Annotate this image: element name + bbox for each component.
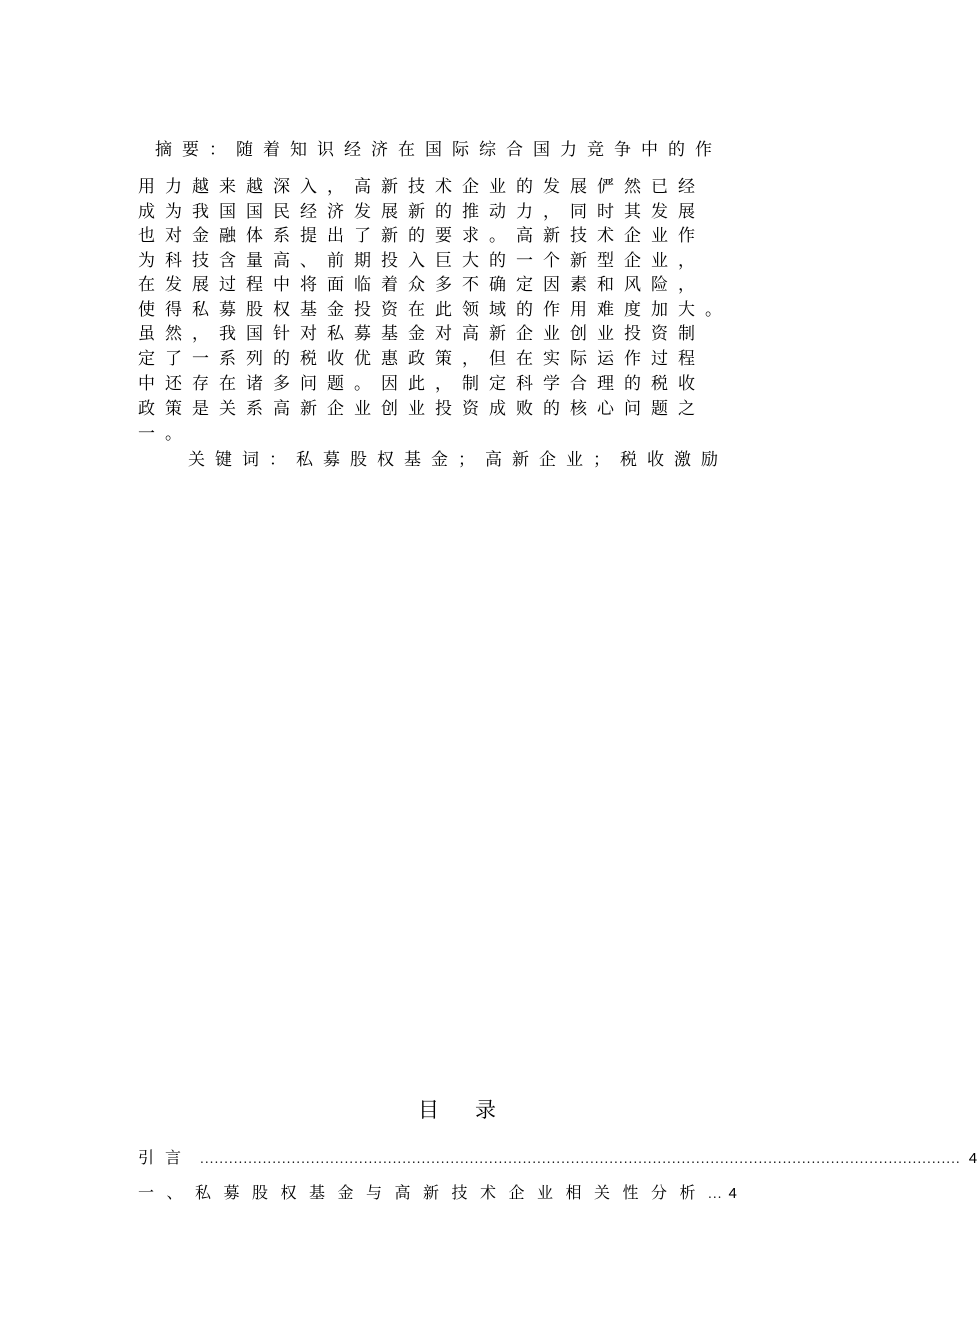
keywords-line: 关键词：私募股权基金；高新企业；税收激励 [188, 450, 728, 470]
abstract-line-2: 用力越来越深入，高新技术企业的发展俨然已经 [138, 177, 705, 197]
abstract-line-5: 为科技含量高、前期投入巨大的一个新型企业， [138, 251, 705, 271]
abstract-line-10: 中还存在诸多问题。因此，制定科学合理的税收 [138, 374, 705, 394]
toc-page-number: 4 [968, 1150, 977, 1167]
abstract-line-8: 虽然，我国针对私募基金对高新企业创业投资制 [138, 324, 705, 344]
toc-leader-dots: .............................................................................................................................................................. [200, 1152, 961, 1166]
toc-entry-label: 一、私募股权基金与高新技术企业相关性分析 [138, 1183, 709, 1202]
toc-entry-label: 引言 [138, 1148, 193, 1167]
toc-entry-intro[interactable] [138, 1147, 977, 1170]
toc-page-number: 4 [728, 1185, 737, 1202]
abstract-line-6: 在发展过程中将面临着众多不确定因素和风险， [138, 275, 705, 295]
abstract-line-7: 使得私募股权基金投资在此领域的作用难度加大。 [138, 300, 732, 320]
abstract-line-3: 成为我国国民经济发展新的推动力，同时其发展 [138, 202, 705, 222]
abstract-line-9: 定了一系列的税收优惠政策，但在实际运作过程 [138, 349, 705, 369]
toc-title: 目录 [418, 1098, 532, 1122]
abstract-line-12: 一。 [138, 424, 192, 444]
abstract-line-1: 摘要：随着知识经济在国际综合国力竞争中的作 [155, 140, 722, 160]
abstract-line-11: 政策是关系高新企业创业投资成败的核心问题之 [138, 399, 705, 419]
toc-leader-dots: ... [708, 1187, 723, 1201]
toc-entry-section-1[interactable] [138, 1182, 850, 1205]
abstract-line-4: 也对金融体系提出了新的要求。高新技术企业作 [138, 226, 705, 246]
